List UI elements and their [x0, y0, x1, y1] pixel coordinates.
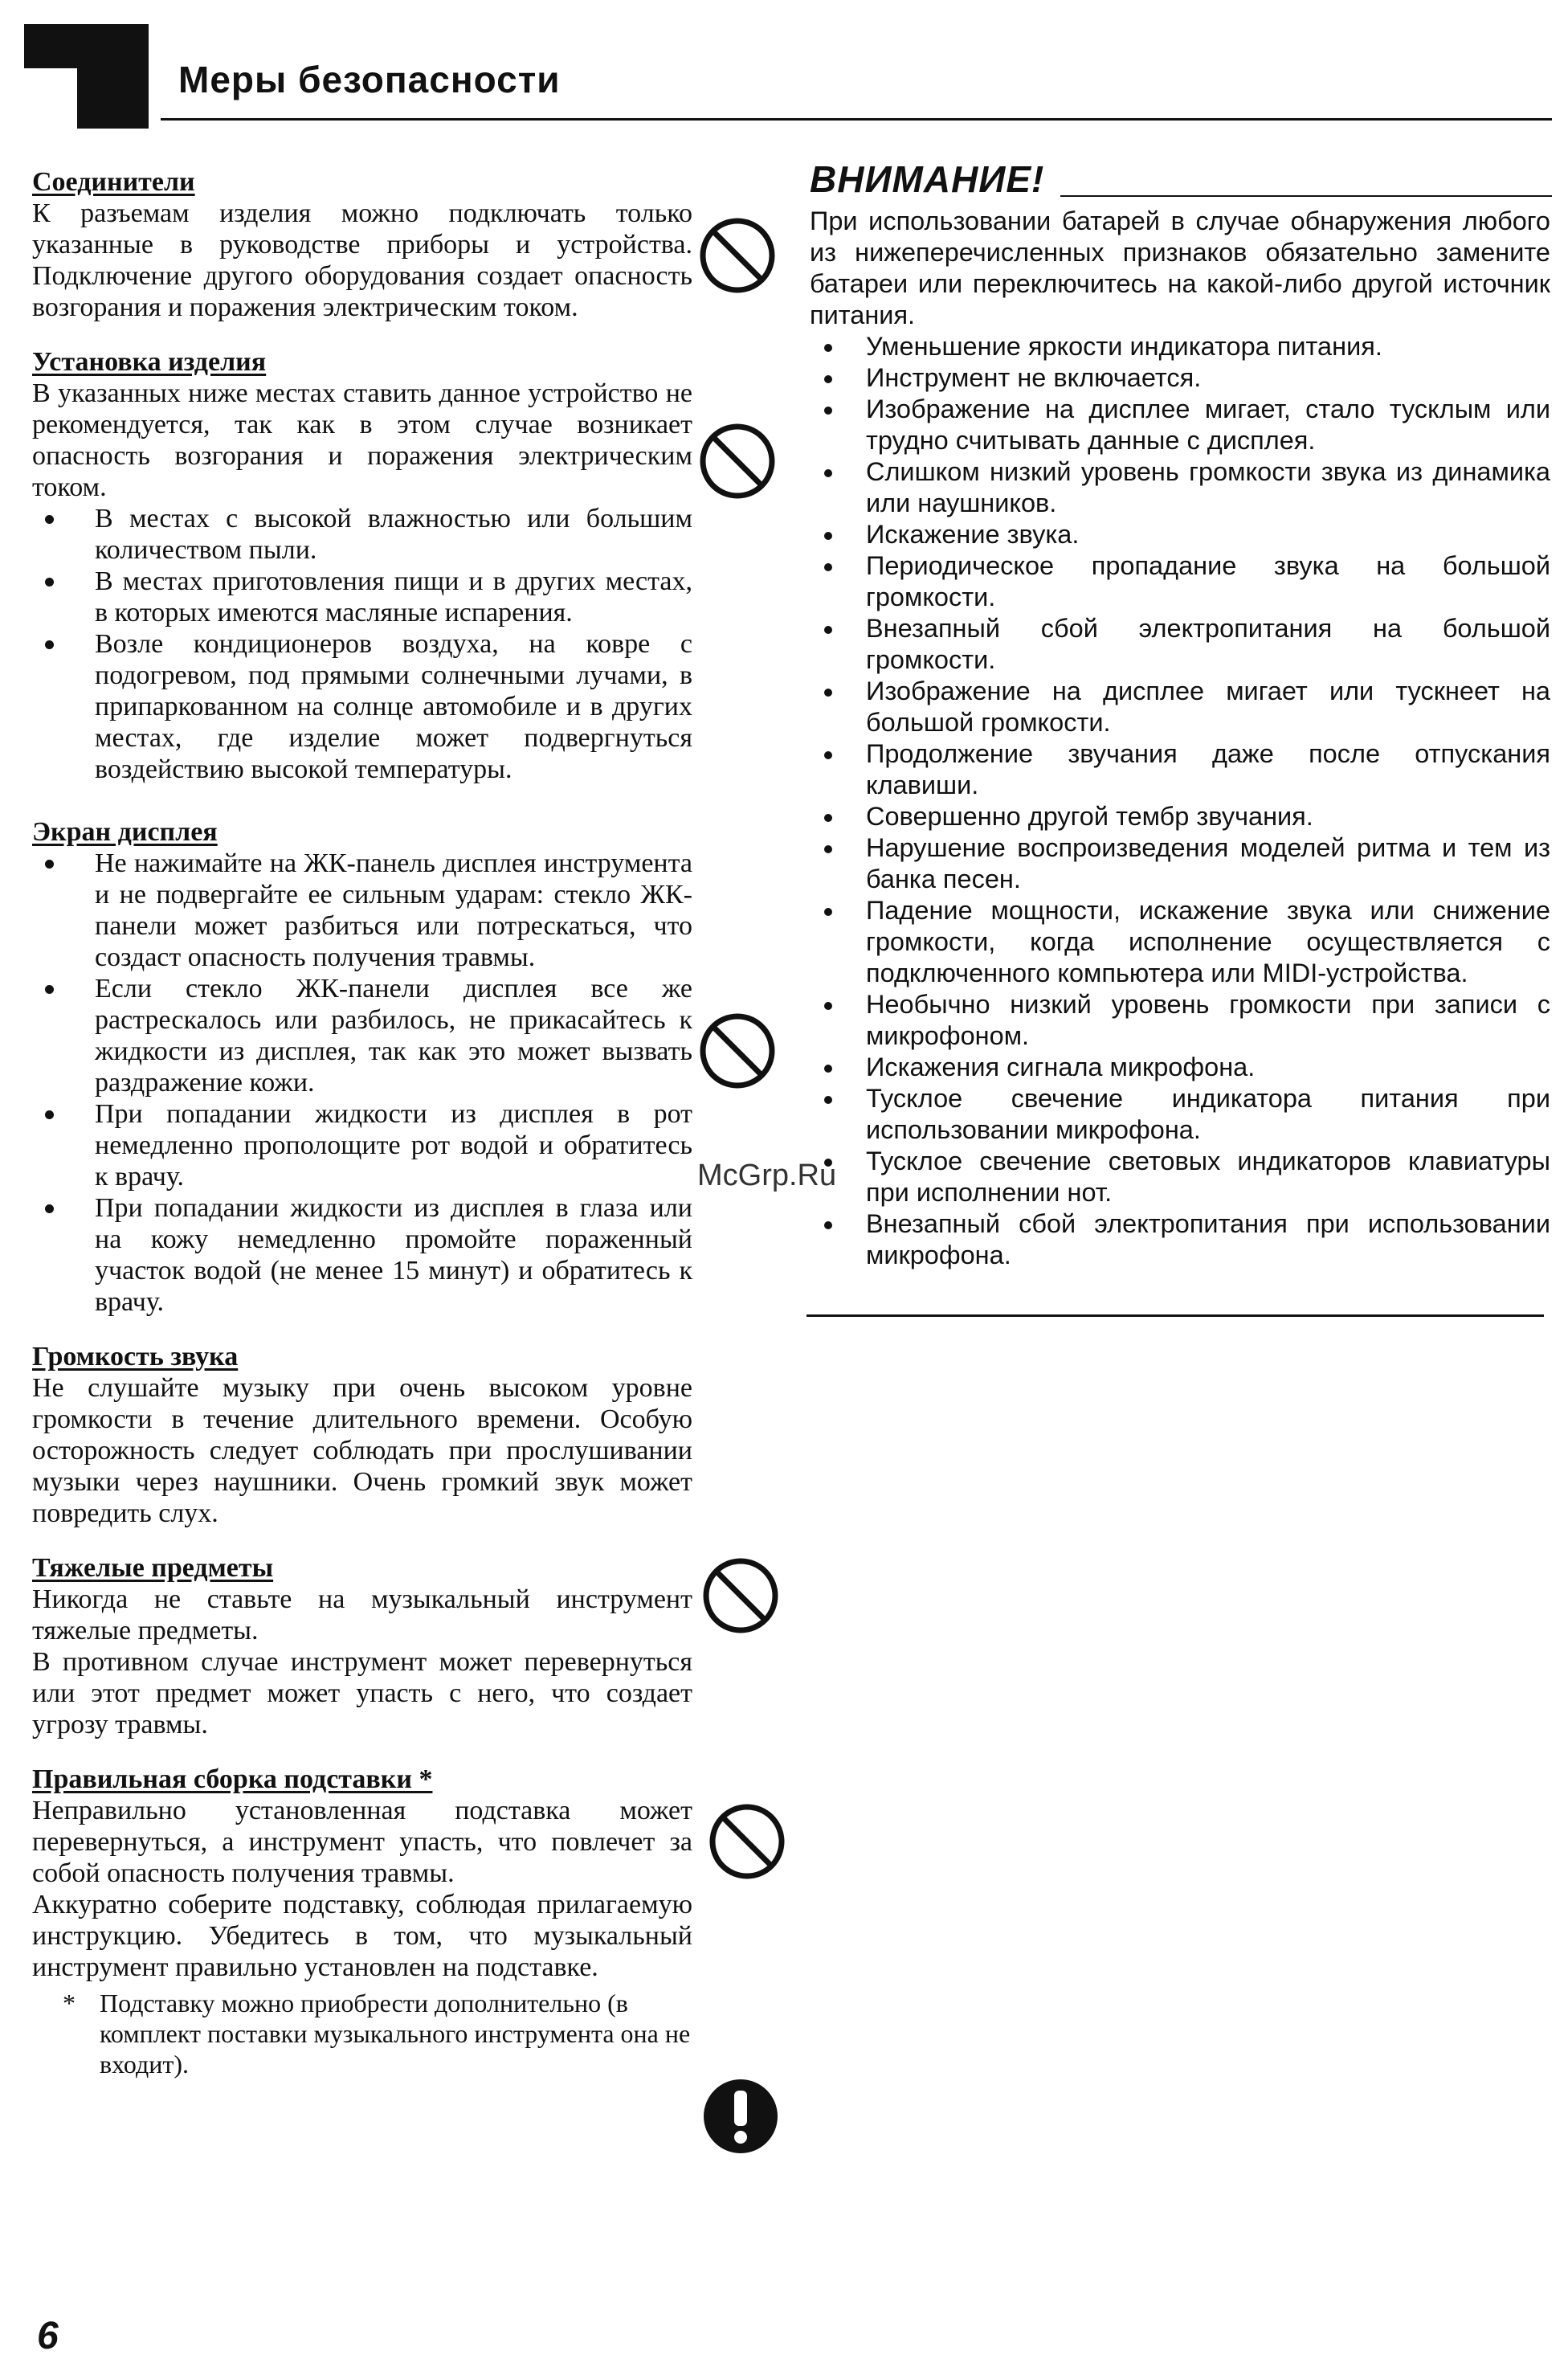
- list-item: Возле кондиционеров воздуха, на ковре с подогревом, под прямыми солнечными лучами, в припаркованном на солнце автомобиле и в других местах, где изделие может подвергнуться воздействию высокой температуры.: [32, 628, 692, 785]
- list-item: Внезапный сбой электропитания на большой громкости.: [810, 613, 1550, 676]
- list-item: Слишком низкий уровень громкости звука из динамика или наушников.: [810, 456, 1550, 519]
- section-heavy-objects: [32, 1553, 692, 1740]
- list-item: Инструмент не включается.: [810, 362, 1550, 394]
- section-connectors: [32, 167, 692, 323]
- bullet-list: [32, 848, 692, 1318]
- bullet-icon: [824, 814, 832, 822]
- section-text: В противном случае инструмент может перевернуться или этот предмет может упасть с него, что создает угрозу травмы.: [32, 1647, 692, 1739]
- footnote-mark: *: [63, 1989, 76, 2017]
- section-text: Неправильно установленная подставка может перевернуться, а инструмент упасть, что повлечет за собой опасность получения травмы.: [32, 1796, 692, 1888]
- left-column: [32, 167, 692, 2079]
- attention-title: ВНИМАНИЕ!: [810, 158, 1045, 200]
- bullet-icon: [45, 515, 54, 524]
- bullet-icon: [824, 626, 832, 634]
- bullet-icon: [824, 689, 832, 697]
- section-title: Соединители: [32, 167, 195, 197]
- bullet-icon: [824, 1002, 832, 1010]
- right-column: [810, 157, 1550, 1271]
- bullet-icon: [45, 985, 54, 994]
- list-item: Необычно низкий уровень громкости при записи с микрофоном.: [810, 989, 1550, 1052]
- bullet-icon: [824, 1065, 832, 1073]
- section-text: Не слушайте музыку при очень высоком уровне громкости в течение длительного времени. Особую осторожность следует соблюдать при прослушивании музыки через наушники. Очень громкий звук может повредить слух.: [32, 1373, 692, 1528]
- corner-tab-mark: [24, 24, 149, 129]
- bullet-icon: [824, 532, 832, 540]
- section-text: В указанных ниже местах ставить данное устройство не рекомендуется, так как в этом случае возникает опасность возгорания и поражения электрическим током.: [32, 378, 692, 502]
- watermark: McGrp.Ru: [697, 1159, 837, 1192]
- list-item: При попадании жидкости из дисплея в рот немедленно прополощите рот водой и обратитесь к врачу.: [32, 1098, 692, 1192]
- list-item: При попадании жидкости из дисплея в глаза или на кожу немедленно промойте пораженный участок водой (не менее 15 минут) и обратитесь к врачу.: [32, 1192, 692, 1318]
- list-item: В местах с высокой влажностью или большим количеством пыли.: [32, 503, 692, 566]
- list-item: Если стекло ЖК-панели дисплея все же растрескалось или разбилось, не прикасайтесь к жидкости из дисплея, так как это может вызвать раздражение кожи.: [32, 973, 692, 1098]
- symptom-list: [810, 331, 1550, 1271]
- bullet-icon: [824, 469, 832, 477]
- list-item: Периодическое пропадание звука на большой громкости.: [810, 550, 1550, 613]
- bullet-icon: [45, 1204, 54, 1213]
- list-item: Внезапный сбой электропитания при использовании микрофона.: [810, 1208, 1550, 1271]
- list-item: Уменьшение яркости индикатора питания.: [810, 331, 1550, 362]
- attention-intro: При использовании батарей в случае обнаружения любого из нижеперечисленных признаков обязательно замените батареи или переключитесь на какой-либо другой источник питания.: [810, 206, 1550, 329]
- bullet-icon: [824, 1221, 832, 1229]
- bullet-icon: [824, 908, 832, 916]
- list-item: Искажение звука.: [810, 519, 1550, 550]
- list-item: Тусклое свечение индикатора питания при использовании микрофона.: [810, 1083, 1550, 1146]
- bullet-icon: [45, 640, 54, 649]
- header-rule: [161, 118, 1552, 121]
- list-item: Нарушение воспроизведения моделей ритма и тем из банка песен.: [810, 832, 1550, 895]
- bullet-icon: [824, 375, 832, 383]
- list-item: Совершенно другой тембр звучания.: [810, 801, 1550, 832]
- footnote: * Подставку можно приобрести дополнительно (в комплект поставки музыкального инструмента она не входит).: [63, 1989, 691, 2079]
- bullet-icon: [824, 1096, 832, 1104]
- page-title: Меры безопасности: [178, 59, 561, 100]
- bullet-icon: [824, 344, 832, 352]
- bullet-icon: [824, 407, 832, 415]
- bullet-icon: [824, 563, 832, 571]
- exclamation-icon: [700, 2076, 781, 2156]
- section-volume: [32, 1342, 692, 1529]
- list-item: В местах приготовления пищи и в других местах, в которых имеются масляные испарения.: [32, 566, 692, 628]
- list-item: Не нажимайте на ЖК-панель дисплея инструмента и не подвергайте ее сильным ударам: стекло ЖК-панели может разбиться или потрескаться, что создаст опасность получения травмы.: [32, 848, 692, 973]
- prohibition-icon: [700, 1555, 781, 1636]
- section-text: К разъемам изделия можно подключать только указанные в руководстве приборы и устройства. Подключение другого оборудования создает опасность возгорания и поражения электрическим током.: [32, 198, 692, 322]
- section-stand: [32, 1764, 692, 2079]
- prohibition-icon: [697, 1011, 778, 1091]
- list-item: Падение мощности, искажение звука или снижение громкости, когда исполнение осуществляется с подключенного компьютера или MIDI-устройства.: [810, 895, 1550, 989]
- page-number: 6: [37, 2315, 59, 2357]
- bullet-list: [32, 503, 692, 785]
- bullet-icon: [45, 1110, 54, 1119]
- bullet-icon: [45, 860, 54, 869]
- list-item: Продолжение звучания даже после отпускания клавиши.: [810, 738, 1550, 801]
- bullet-icon: [824, 751, 832, 759]
- prohibition-icon: [697, 215, 778, 296]
- prohibition-icon: [697, 421, 778, 501]
- list-item: Искажения сигнала микрофона.: [810, 1052, 1550, 1083]
- section-title: Экран дисплея: [32, 817, 218, 847]
- section-text: Никогда не ставьте на музыкальный инструмент тяжелые предметы.: [32, 1584, 692, 1645]
- prohibition-icon: [707, 1801, 787, 1882]
- section-title: Тяжелые предметы: [32, 1553, 274, 1583]
- section-display: [32, 817, 692, 1318]
- list-item: Тусклое свечение световых индикаторов клавиатуры при исполнении нот.: [810, 1146, 1550, 1208]
- list-item: Изображение на дисплее мигает, стало тусклым или трудно считывать данные с дисплея.: [810, 394, 1550, 456]
- section-title: Громкость звука: [32, 1342, 239, 1372]
- list-item: Изображение на дисплее мигает или тускнеет на большой громкости.: [810, 676, 1550, 738]
- section-title: Установка изделия: [32, 347, 267, 377]
- section-installation: [32, 347, 692, 785]
- bullet-icon: [824, 845, 832, 853]
- bullet-icon: [45, 578, 54, 587]
- section-text: Аккуратно соберите подставку, соблюдая прилагаемую инструкцию. Убедитесь в том, что музыкальный инструмент правильно установлен на подставке.: [32, 1890, 692, 1982]
- attention-end-rule: [806, 1314, 1544, 1317]
- section-title: Правильная сборка подставки *: [32, 1764, 433, 1794]
